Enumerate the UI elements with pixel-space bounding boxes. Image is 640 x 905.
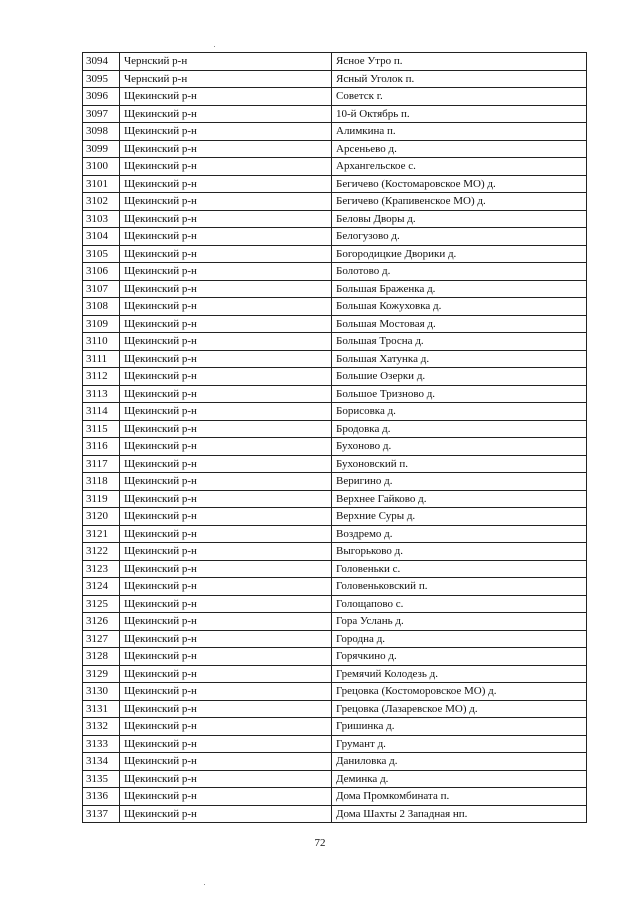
table-row xyxy=(83,53,587,71)
district-cell: Щекинский р-н xyxy=(120,578,332,596)
row-number-cell: 3109 xyxy=(83,315,120,333)
table-row xyxy=(83,560,587,578)
settlement-cell: Дома Промкомбината п. xyxy=(332,788,587,806)
scan-speck-top xyxy=(214,46,215,47)
settlement-cell: Бегичево (Крапивенское МО) д. xyxy=(332,193,587,211)
table-row xyxy=(83,735,587,753)
settlement-cell: Борисовка д. xyxy=(332,403,587,421)
row-number-cell: 3101 xyxy=(83,175,120,193)
scan-speck-bottom xyxy=(204,884,205,885)
row-number-cell: 3133 xyxy=(83,735,120,753)
table-row xyxy=(83,333,587,351)
settlement-cell: Воздремо д. xyxy=(332,525,587,543)
settlement-cell: Большое Тризново д. xyxy=(332,385,587,403)
settlement-cell: Выгорьково д. xyxy=(332,543,587,561)
district-cell: Щекинский р-н xyxy=(120,385,332,403)
table-row xyxy=(83,648,587,666)
row-number-cell: 3135 xyxy=(83,770,120,788)
settlement-cell: Голощапово с. xyxy=(332,595,587,613)
row-number-cell: 3136 xyxy=(83,788,120,806)
row-number-cell: 3129 xyxy=(83,665,120,683)
settlement-cell: Большая Кожуховка д. xyxy=(332,298,587,316)
settlement-cell: Белогузово д. xyxy=(332,228,587,246)
table-row xyxy=(83,70,587,88)
row-number-cell: 3114 xyxy=(83,403,120,421)
settlement-cell: Головеньки с. xyxy=(332,560,587,578)
table-row xyxy=(83,420,587,438)
district-cell: Щекинский р-н xyxy=(120,298,332,316)
district-cell: Щекинский р-н xyxy=(120,683,332,701)
row-number-cell: 3094 xyxy=(83,53,120,71)
settlement-cell: Большая Тросна д. xyxy=(332,333,587,351)
district-cell: Щекинский р-н xyxy=(120,700,332,718)
table-row xyxy=(83,385,587,403)
district-cell: Щекинский р-н xyxy=(120,263,332,281)
table-row xyxy=(83,123,587,141)
settlement-cell: Верхнее Гайково д. xyxy=(332,490,587,508)
settlement-cell: Большие Озерки д. xyxy=(332,368,587,386)
settlement-cell: Алимкина п. xyxy=(332,123,587,141)
row-number-cell: 3130 xyxy=(83,683,120,701)
district-cell: Щекинский р-н xyxy=(120,560,332,578)
table-row xyxy=(83,438,587,456)
district-cell: Чернский р-н xyxy=(120,53,332,71)
district-cell: Щекинский р-н xyxy=(120,315,332,333)
settlement-cell: Даниловка д. xyxy=(332,753,587,771)
row-number-cell: 3124 xyxy=(83,578,120,596)
district-cell: Щекинский р-н xyxy=(120,88,332,106)
row-number-cell: 3106 xyxy=(83,263,120,281)
district-cell: Щекинский р-н xyxy=(120,140,332,158)
district-cell: Щекинский р-н xyxy=(120,788,332,806)
district-cell: Щекинский р-н xyxy=(120,753,332,771)
settlement-cell: Архангельское с. xyxy=(332,158,587,176)
district-cell: Щекинский р-н xyxy=(120,228,332,246)
row-number-cell: 3110 xyxy=(83,333,120,351)
district-cell: Щекинский р-н xyxy=(120,368,332,386)
district-cell: Щекинский р-н xyxy=(120,350,332,368)
district-cell: Щекинский р-н xyxy=(120,438,332,456)
row-number-cell: 3112 xyxy=(83,368,120,386)
table-row xyxy=(83,788,587,806)
settlement-cell: Арсеньево д. xyxy=(332,140,587,158)
table-row xyxy=(83,350,587,368)
district-cell: Щекинский р-н xyxy=(120,595,332,613)
table-row xyxy=(83,455,587,473)
settlement-cell: Бухоновский п. xyxy=(332,455,587,473)
settlement-cell: Болотово д. xyxy=(332,263,587,281)
settlement-cell: Большая Браженка д. xyxy=(332,280,587,298)
table-row xyxy=(83,193,587,211)
district-cell: Щекинский р-н xyxy=(120,718,332,736)
settlement-cell: Горячкино д. xyxy=(332,648,587,666)
district-cell: Щекинский р-н xyxy=(120,508,332,526)
table-row xyxy=(83,683,587,701)
table-row xyxy=(83,595,587,613)
row-number-cell: 3098 xyxy=(83,123,120,141)
row-number-cell: 3100 xyxy=(83,158,120,176)
row-number-cell: 3131 xyxy=(83,700,120,718)
district-cell: Щекинский р-н xyxy=(120,490,332,508)
row-number-cell: 3127 xyxy=(83,630,120,648)
settlement-cell: Бухоново д. xyxy=(332,438,587,456)
district-cell: Щекинский р-н xyxy=(120,805,332,823)
district-cell: Щекинский р-н xyxy=(120,420,332,438)
settlement-cell: Большая Хатунка д. xyxy=(332,350,587,368)
settlement-cell: Богородицкие Дворики д. xyxy=(332,245,587,263)
row-number-cell: 3120 xyxy=(83,508,120,526)
row-number-cell: 3104 xyxy=(83,228,120,246)
table-row xyxy=(83,228,587,246)
district-cell: Щекинский р-н xyxy=(120,525,332,543)
district-cell: Щекинский р-н xyxy=(120,770,332,788)
table-row xyxy=(83,700,587,718)
table-row xyxy=(83,490,587,508)
district-cell: Щекинский р-н xyxy=(120,648,332,666)
district-cell: Щекинский р-н xyxy=(120,665,332,683)
settlement-cell: Большая Мостовая д. xyxy=(332,315,587,333)
row-number-cell: 3107 xyxy=(83,280,120,298)
table-row xyxy=(83,578,587,596)
row-number-cell: 3134 xyxy=(83,753,120,771)
table-row xyxy=(83,315,587,333)
table-row xyxy=(83,140,587,158)
settlement-cell: Ясное Утро п. xyxy=(332,53,587,71)
settlement-cell: Гремячий Колодезь д. xyxy=(332,665,587,683)
settlement-cell: Головеньковский п. xyxy=(332,578,587,596)
settlement-cell: Ясный Уголок п. xyxy=(332,70,587,88)
row-number-cell: 3102 xyxy=(83,193,120,211)
district-cell: Щекинский р-н xyxy=(120,735,332,753)
settlement-cell: Гришинка д. xyxy=(332,718,587,736)
table-row xyxy=(83,613,587,631)
settlement-cell: 10-й Октябрь п. xyxy=(332,105,587,123)
district-cell: Щекинский р-н xyxy=(120,455,332,473)
district-cell: Щекинский р-н xyxy=(120,280,332,298)
table-row xyxy=(83,525,587,543)
district-cell: Щекинский р-н xyxy=(120,245,332,263)
row-number-cell: 3105 xyxy=(83,245,120,263)
district-cell: Щекинский р-н xyxy=(120,175,332,193)
settlement-cell: Бродовка д. xyxy=(332,420,587,438)
table-row xyxy=(83,245,587,263)
settlement-cell: Бегичево (Костомаровское МО) д. xyxy=(332,175,587,193)
table-row xyxy=(83,473,587,491)
table-row xyxy=(83,88,587,106)
row-number-cell: 3122 xyxy=(83,543,120,561)
table-row xyxy=(83,805,587,823)
page-number: 72 xyxy=(314,837,326,849)
table-row xyxy=(83,665,587,683)
row-number-cell: 3117 xyxy=(83,455,120,473)
row-number-cell: 3116 xyxy=(83,438,120,456)
row-number-cell: 3119 xyxy=(83,490,120,508)
district-cell: Щекинский р-н xyxy=(120,193,332,211)
district-cell: Щекинский р-н xyxy=(120,105,332,123)
row-number-cell: 3115 xyxy=(83,420,120,438)
table-row xyxy=(83,403,587,421)
settlement-cell: Беловы Дворы д. xyxy=(332,210,587,228)
row-number-cell: 3118 xyxy=(83,473,120,491)
row-number-cell: 3121 xyxy=(83,525,120,543)
row-number-cell: 3126 xyxy=(83,613,120,631)
row-number-cell: 3095 xyxy=(83,70,120,88)
district-cell: Щекинский р-н xyxy=(120,123,332,141)
settlement-cell: Деминка д. xyxy=(332,770,587,788)
district-cell: Щекинский р-н xyxy=(120,630,332,648)
table-row xyxy=(83,630,587,648)
table-row xyxy=(83,280,587,298)
table-row xyxy=(83,368,587,386)
table-row xyxy=(83,543,587,561)
district-cell: Щекинский р-н xyxy=(120,210,332,228)
table-row xyxy=(83,263,587,281)
table-row xyxy=(83,210,587,228)
district-cell: Чернский р-н xyxy=(120,70,332,88)
table-row xyxy=(83,770,587,788)
row-number-cell: 3132 xyxy=(83,718,120,736)
table-row xyxy=(83,105,587,123)
settlement-cell: Грумант д. xyxy=(332,735,587,753)
district-cell: Щекинский р-н xyxy=(120,613,332,631)
row-number-cell: 3108 xyxy=(83,298,120,316)
settlement-cell: Гора Услань д. xyxy=(332,613,587,631)
table-row xyxy=(83,718,587,736)
settlements-table xyxy=(82,52,587,823)
row-number-cell: 3128 xyxy=(83,648,120,666)
row-number-cell: 3103 xyxy=(83,210,120,228)
row-number-cell: 3097 xyxy=(83,105,120,123)
district-cell: Щекинский р-н xyxy=(120,473,332,491)
row-number-cell: 3099 xyxy=(83,140,120,158)
district-cell: Щекинский р-н xyxy=(120,333,332,351)
settlement-cell: Грецовка (Лазаревское МО) д. xyxy=(332,700,587,718)
table-row xyxy=(83,753,587,771)
settlement-cell: Грецовка (Костоморовское МО) д. xyxy=(332,683,587,701)
row-number-cell: 3113 xyxy=(83,385,120,403)
table-row xyxy=(83,298,587,316)
row-number-cell: 3123 xyxy=(83,560,120,578)
row-number-cell: 3137 xyxy=(83,805,120,823)
settlement-cell: Дома Шахты 2 Западная нп. xyxy=(332,805,587,823)
row-number-cell: 3096 xyxy=(83,88,120,106)
row-number-cell: 3111 xyxy=(83,350,120,368)
settlements-table-body xyxy=(83,53,587,823)
table-row xyxy=(83,158,587,176)
table-row xyxy=(83,175,587,193)
settlement-cell: Веригино д. xyxy=(332,473,587,491)
table-row xyxy=(83,508,587,526)
row-number-cell: 3125 xyxy=(83,595,120,613)
settlement-cell: Верхние Суры д. xyxy=(332,508,587,526)
settlement-cell: Городна д. xyxy=(332,630,587,648)
district-cell: Щекинский р-н xyxy=(120,543,332,561)
settlement-cell: Советск г. xyxy=(332,88,587,106)
district-cell: Щекинский р-н xyxy=(120,403,332,421)
district-cell: Щекинский р-н xyxy=(120,158,332,176)
